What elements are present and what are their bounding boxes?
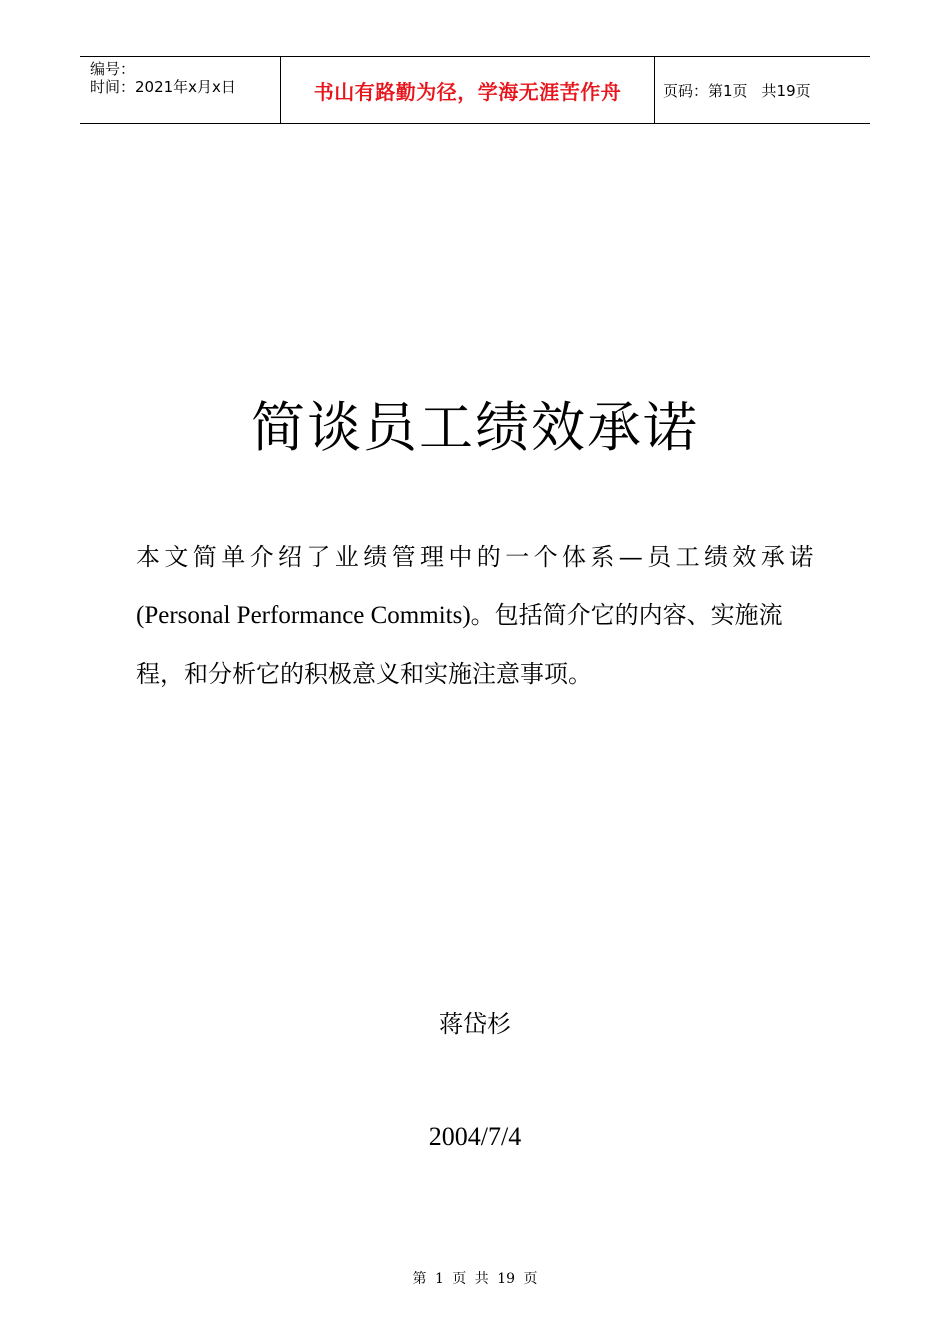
document-number-label: 编号： <box>90 60 136 78</box>
header-page-number: 页码：第1页 <box>663 81 748 100</box>
abstract-line-2-text: 。包括简介它的内容、实施流 <box>470 601 783 629</box>
document-title: 简谈员工绩效承诺 <box>251 396 699 459</box>
page-header <box>80 56 870 124</box>
document-time-label: 时间：2021年x月x日 <box>90 78 236 96</box>
header-motto: 书山有路勤为径，学海无涯苦作舟 <box>313 79 622 104</box>
document-author: 蒋岱杉 <box>439 1010 511 1038</box>
document-abstract <box>136 528 816 703</box>
header-page-total: 共19页 <box>761 81 811 100</box>
abstract-line-2 <box>136 586 816 645</box>
document-date: 2004/7/4 <box>428 1122 522 1151</box>
abstract-line-3: 程，和分析它的积极意义和实施注意事项。 <box>136 660 592 688</box>
header-page-cell <box>655 57 870 123</box>
header-motto-cell <box>281 57 655 123</box>
header-meta-cell <box>80 57 281 123</box>
abstract-line-1: 本文简单介绍了业绩管理中的一个体系—员工绩效承诺 <box>136 543 818 571</box>
abstract-english-term: (Personal Performance Commits) <box>136 602 471 629</box>
page-footer: 第 1 页 共 19 页 <box>412 1271 538 1287</box>
